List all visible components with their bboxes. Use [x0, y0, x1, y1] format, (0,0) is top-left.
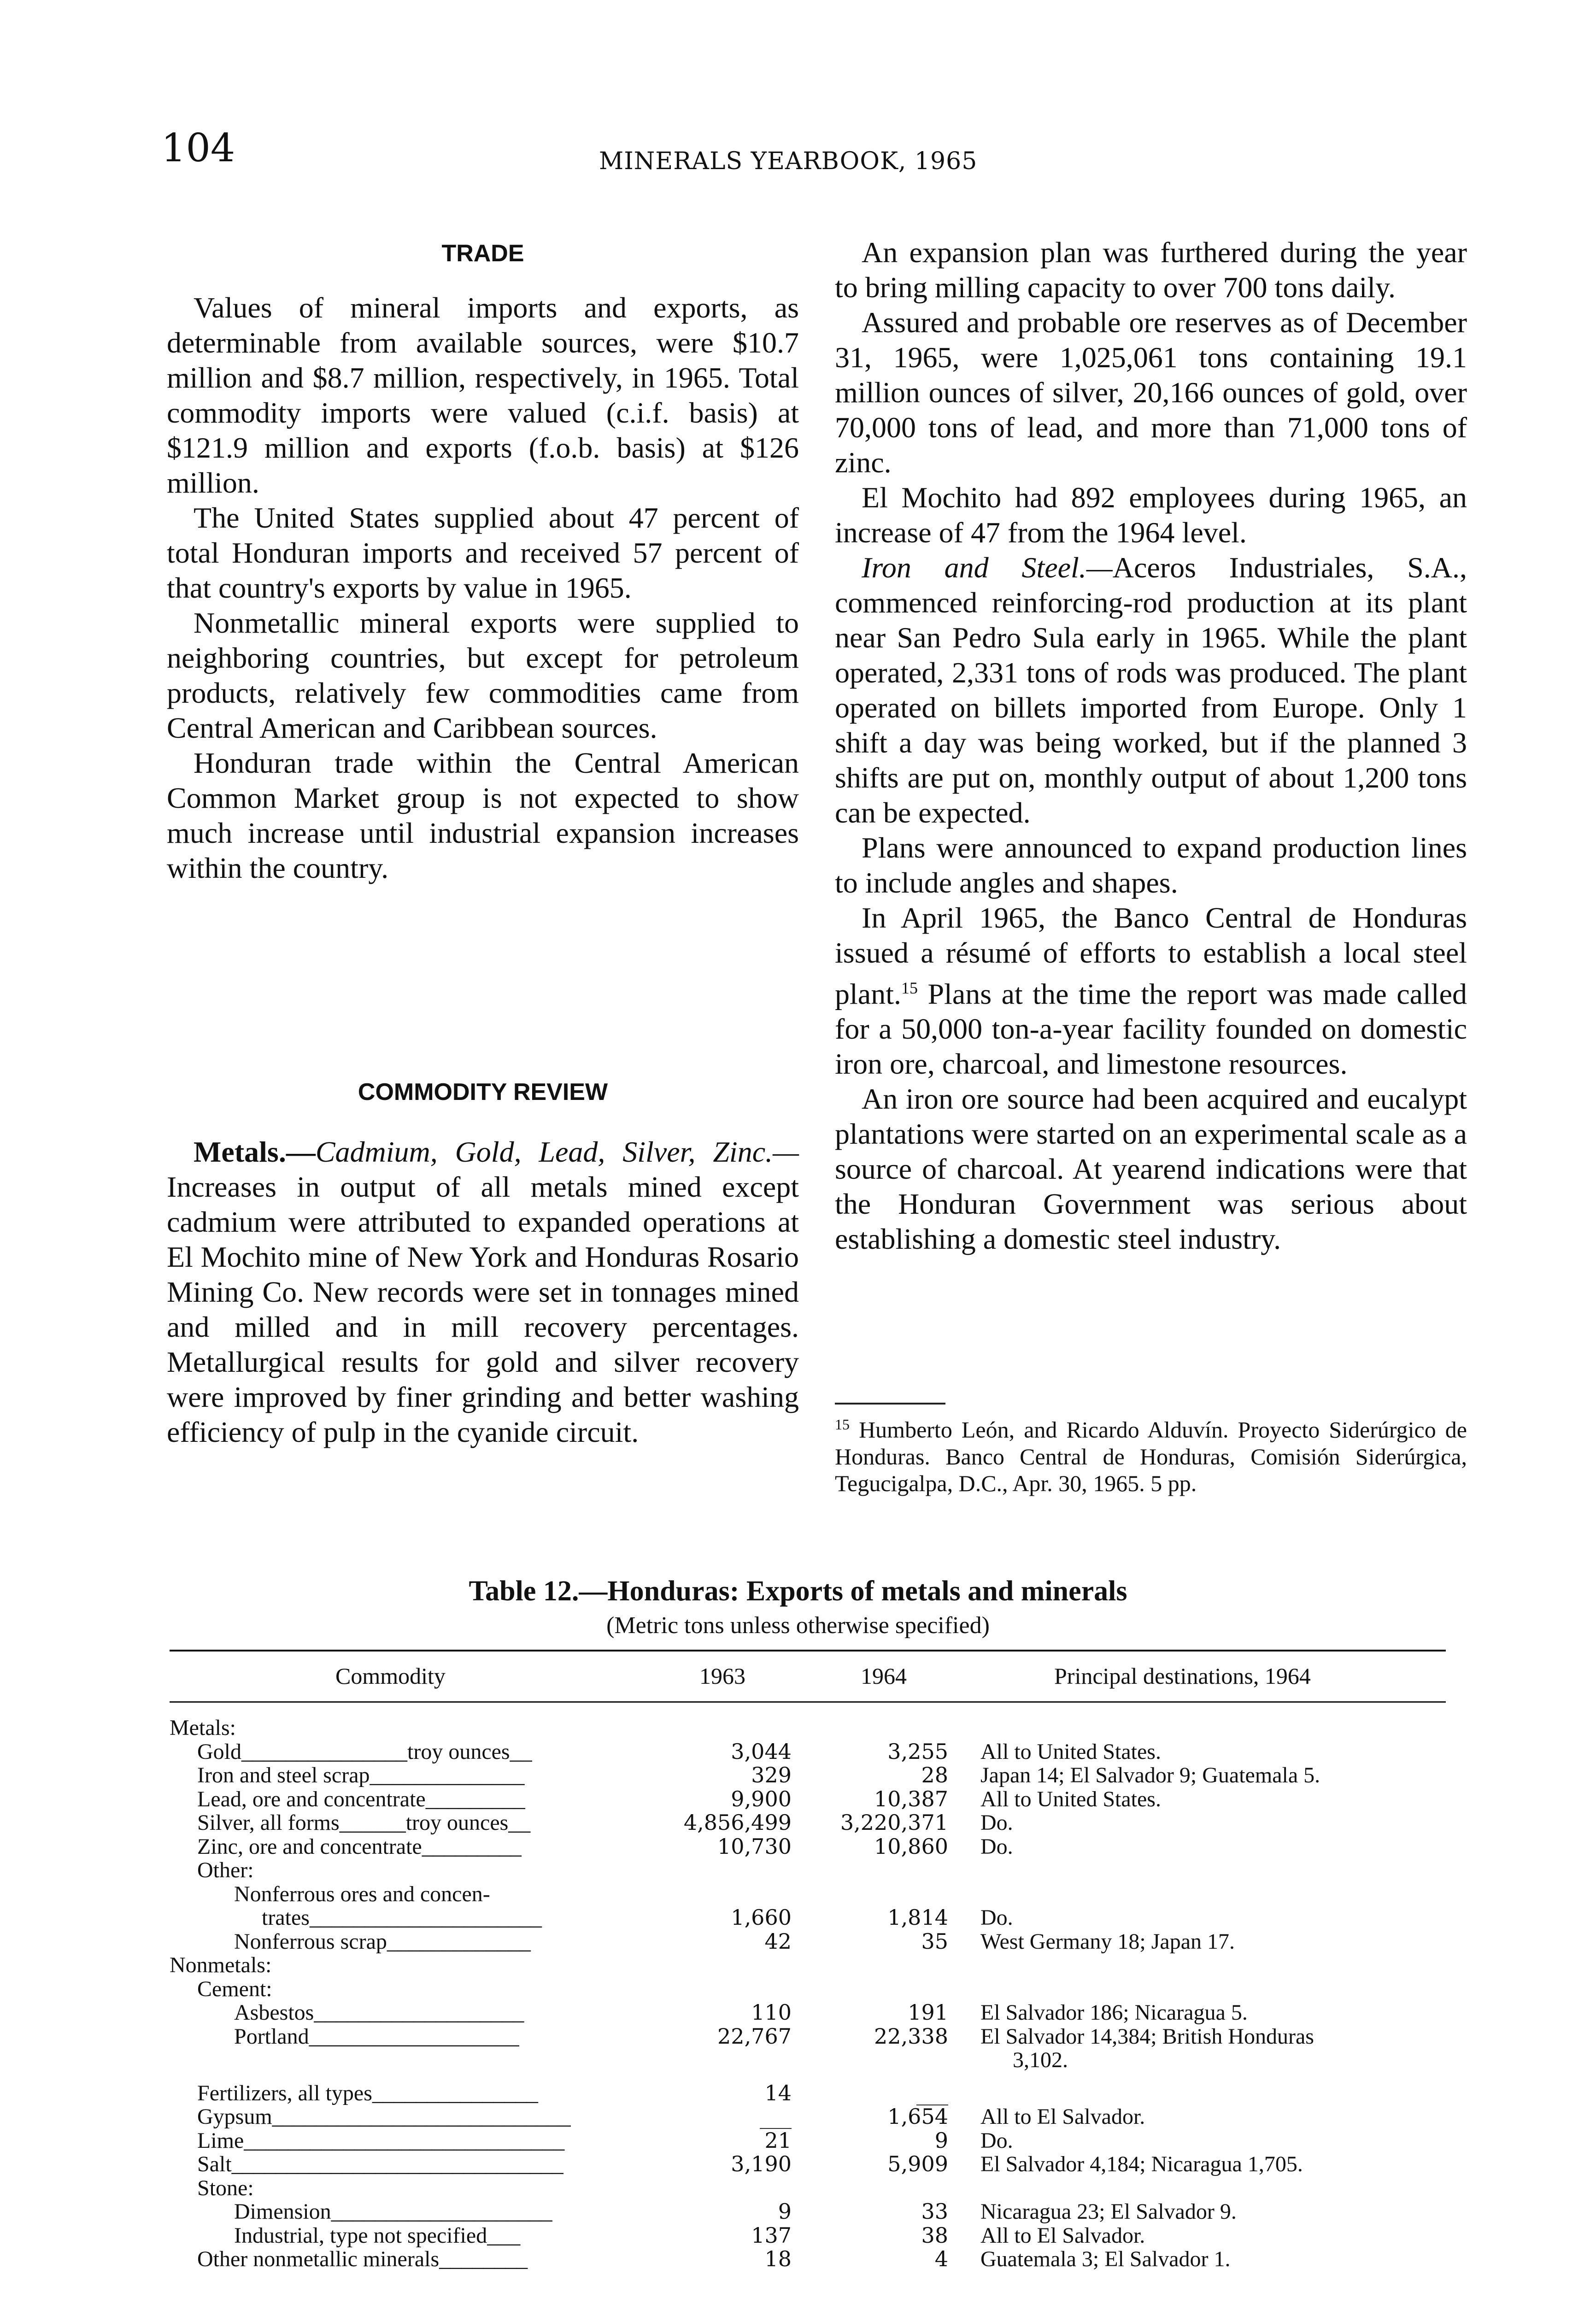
- destination-cell: Nicaragua 23; El Salvador 9.: [980, 2199, 1237, 2224]
- value-1964-cell: 33: [921, 2199, 948, 2224]
- commodity-cell: Industrial, type not specified___: [234, 2223, 521, 2248]
- commodity-cell: Lime_____________________________: [197, 2128, 565, 2153]
- right-column-text: [835, 235, 1467, 1257]
- value-1963-cell: 22,767: [717, 2023, 792, 2049]
- value-1963-cell: 3,190: [731, 2151, 792, 2176]
- value-1963-cell: 14: [764, 2080, 792, 2105]
- value-1964-cell: 1,814: [887, 1905, 948, 1930]
- paragraph: Plans were announced to expand production lines to include angles and shapes.: [835, 831, 1467, 899]
- value-1964-cell: 22,338: [874, 2023, 948, 2049]
- value-1963-cell: 10,730: [717, 1834, 792, 1859]
- page-number: 104: [161, 125, 235, 170]
- table-row: [170, 2246, 1446, 2270]
- value-1963-cell: ___: [760, 2104, 792, 2129]
- footnote-ref: 15: [901, 979, 918, 997]
- value-1963-cell: 4,856,499: [683, 1810, 792, 1835]
- commodity-cell: trates_____________________: [262, 1905, 542, 1930]
- value-1964-cell: 1,654: [887, 2104, 948, 2129]
- value-1964-cell: 3,220,371: [840, 1810, 948, 1835]
- destination-cell: Do.: [980, 2128, 1013, 2153]
- iron-steel-lead: Iron and Steel.—: [862, 551, 1113, 584]
- table-row: [170, 2024, 1446, 2048]
- paragraph: Nonmetallic mineral exports were supplied to neighboring countries, but except for petroleum products, relatively few commodities came from Central American and Caribbean sources.: [167, 606, 799, 744]
- footnote: [835, 1411, 1467, 1497]
- commodity-cell: Nonferrous scrap_____________: [234, 1929, 531, 1954]
- table-row: [170, 1929, 1446, 1953]
- table-row: [170, 1787, 1446, 1810]
- table-row: [170, 1905, 1446, 1929]
- commodity-cell: Nonferrous ores and concen-: [234, 1881, 490, 1906]
- destination-cell: All to United States.: [980, 1787, 1161, 1811]
- table-subtitle: (Metric tons unless otherwise specified): [606, 1612, 990, 1639]
- table-row: [170, 2128, 1446, 2152]
- commodity-cell: Lead, ore and concentrate_________: [197, 1787, 525, 1811]
- value-1963-cell: 9: [778, 2199, 792, 2224]
- table-row: [170, 1763, 1446, 1787]
- table-row: [170, 2104, 1446, 2128]
- commodity-cell: Gold_______________troy ounces__: [197, 1739, 532, 1764]
- table-row: [170, 1715, 1446, 1739]
- value-1963-cell: 1,660: [731, 1905, 792, 1930]
- commodity-cell: Zinc, ore and concentrate_________: [197, 1834, 522, 1859]
- destination-cell: All to El Salvador.: [980, 2223, 1145, 2248]
- value-1964-cell: 3,255: [887, 1739, 948, 1764]
- table-row: [170, 2151, 1446, 2175]
- destination-cell: El Salvador 4,184; Nicaragua 1,705.: [980, 2152, 1303, 2176]
- metals-lead: Metals.—: [194, 1135, 316, 1168]
- paragraph: An expansion plan was furthered during the year to bring milling capacity to over 700 tons daily.: [835, 236, 1467, 304]
- table-row: [170, 1810, 1446, 1834]
- value-1964-cell: 28: [921, 1763, 948, 1787]
- commodity-cell: Nonmetals:: [170, 1953, 272, 1977]
- table-row: [170, 1976, 1446, 2000]
- paragraph: El Mochito had 892 employees during 1965, an increase of 47 from the 1964 level.: [835, 481, 1467, 549]
- table-row: [170, 1881, 1446, 1905]
- header-1964: 1964: [861, 1663, 907, 1689]
- table-row: [170, 1834, 1446, 1858]
- value-1964-cell: 38: [921, 2222, 948, 2248]
- trade-heading: TRADE: [441, 240, 524, 267]
- value-1964-cell: 5,909: [887, 2151, 948, 2176]
- destination-cell: All to El Salvador.: [980, 2104, 1145, 2129]
- metals-body: Increases in output of all metals mined except cadmium were attributed to expanded operations at El Mochito mine of New York and Honduras Rosario Mining Co. New records were set in tonnages mined and milled and in mill recovery percentages. Metallurgical results for gold and silver recovery were improved by finer grinding and better washing efficiency of pulp in the cyanide circuit.: [167, 1170, 799, 1448]
- value-1963-cell: 21: [764, 2128, 792, 2153]
- destination-cell: Do.: [980, 1810, 1013, 1835]
- destination-cell: 3,102.: [1013, 2048, 1068, 2072]
- value-1964-cell: 10,860: [874, 1834, 948, 1859]
- value-1963-cell: 329: [751, 1763, 792, 1787]
- commodity-cell: Gypsum___________________________: [197, 2104, 571, 2129]
- table-row: [170, 2199, 1446, 2223]
- commodity-cell: Metals:: [170, 1716, 236, 1740]
- running-header: MINERALS YEARBOOK, 1965: [599, 147, 978, 175]
- destination-cell: Japan 14; El Salvador 9; Guatemala 5.: [980, 1763, 1320, 1787]
- value-1963-cell: 9,900: [731, 1786, 792, 1811]
- text-span: In April 1965, the Banco Central de Honduras issued a résumé of efforts to establish a local steel plant.: [835, 901, 1467, 1011]
- header-1963: 1963: [699, 1663, 745, 1689]
- paragraph: [835, 550, 1467, 830]
- trade-text: [167, 290, 799, 886]
- table-row: [170, 2000, 1446, 2024]
- destination-cell: Do.: [980, 1905, 1013, 1930]
- iron-steel-body: Aceros Industriales, S.A., commenced reinforcing-rod production at its plant near San Pedro Sula early in 1965. While the plant operated, 2,331 tons of rods was produced. The plant operated on billets imported from Europe. Only 1 shift a day was being worked, but if the planned 3 shifts are put on, monthly output of about 1,200 tons can be expected.: [835, 551, 1467, 829]
- text-span: Plans at the time the report was made called for a 50,000 ton-a-year facility founded on domestic iron ore, charcoal, and limestone resources.: [835, 977, 1467, 1081]
- paragraph: The United States supplied about 47 percent of total Honduran imports and received 57 percent of that country's exports by value in 1965.: [167, 501, 799, 604]
- value-1963-cell: 110: [751, 2000, 792, 2025]
- paragraph: [835, 900, 1467, 1081]
- destination-cell: Do.: [980, 1834, 1013, 1859]
- table-row: [170, 1857, 1446, 1881]
- value-1963-cell: 18: [764, 2246, 792, 2271]
- commodity-cell: Cement:: [197, 1976, 272, 2001]
- value-1964-cell: 191: [908, 2000, 948, 2025]
- commodity-cell: Fertilizers, all types_______________: [197, 2081, 538, 2105]
- table-title: Table 12.—Honduras: Exports of metals and minerals: [469, 1575, 1127, 1607]
- table-row: [170, 2223, 1446, 2247]
- value-1963-cell: 42: [764, 1928, 792, 1954]
- paragraph: Values of mineral imports and exports, as determinable from available sources, were $10.7 million and $8.7 million, respectively, in 1965. Total commodity imports were valued (c.i.f. basis) at $121.9 million and exports (f.o.b. basis) at $126 million.: [167, 291, 799, 499]
- paragraph: Honduran trade within the Central American Common Market group is not expected to show much increase until industrial expansion increases within the country.: [167, 746, 799, 884]
- commodity-review-heading: COMMODITY REVIEW: [358, 1079, 608, 1105]
- table-row: [170, 2047, 1446, 2071]
- commodity-cell: Stone:: [197, 2175, 254, 2200]
- destination-cell: West Germany 18; Japan 17.: [980, 1929, 1235, 1954]
- header-rule: [170, 1701, 1446, 1703]
- value-1963-cell: 137: [751, 2222, 792, 2248]
- destination-cell: El Salvador 186; Nicaragua 5.: [980, 2000, 1248, 2025]
- commodity-cell: Iron and steel scrap______________: [197, 1763, 525, 1787]
- table-row: [170, 2081, 1446, 2104]
- commodity-cell: Other nonmetallic minerals________: [197, 2247, 528, 2271]
- value-1963-cell: 3,044: [731, 1739, 792, 1764]
- table-row: [170, 2175, 1446, 2199]
- table-row: [170, 1739, 1446, 1763]
- destination-cell: Guatemala 3; El Salvador 1.: [980, 2247, 1231, 2271]
- footnote-rule: [835, 1403, 945, 1405]
- metals-text: [167, 1134, 799, 1450]
- paragraph: Assured and probable ore reserves as of December 31, 1965, were 1,025,061 tons containing 19.1 million ounces of silver, 20,166 ounces of gold, over 70,000 tons of lead, and more than 71,000 tons of zinc.: [835, 306, 1467, 479]
- value-1964-cell: 35: [921, 1928, 948, 1954]
- commodity-cell: Salt______________________________: [197, 2152, 563, 2176]
- value-1964-cell: 10,387: [874, 1786, 948, 1811]
- header-destinations: Principal destinations, 1964: [1054, 1663, 1311, 1689]
- commodity-cell: Dimension____________________: [234, 2199, 552, 2224]
- table-top-rule: [170, 1650, 1446, 1652]
- value-1964-cell: ___: [916, 2080, 948, 2105]
- paragraph: [167, 1134, 799, 1450]
- value-1964-cell: 9: [934, 2128, 948, 2153]
- commodity-cell: Silver, all forms______troy ounces__: [197, 1810, 531, 1835]
- commodity-cell: Other:: [197, 1858, 254, 1882]
- paragraph: An iron ore source had been acquired and eucalypt plantations were started on an experimental scale as a source of charcoal. At yearend indications were that the Honduran Government was serious about establishing a domestic steel industry.: [835, 1082, 1467, 1256]
- footnote-number: 15: [835, 1416, 850, 1433]
- value-1964-cell: 4: [934, 2246, 948, 2271]
- destination-cell: All to United States.: [980, 1739, 1161, 1764]
- destination-cell: El Salvador 14,384; British Honduras: [980, 2024, 1314, 2049]
- table-row: [170, 1952, 1446, 1976]
- commodity-cell: Portland___________________: [234, 2024, 519, 2049]
- footnote-text: Humberto León, and Ricardo Alduvín. Proyecto Siderúrgico de Honduras. Banco Central de Honduras, Comisión Siderúrgica, Tegucigalpa, D.C., Apr. 30, 1965. 5 pp.: [835, 1416, 1467, 1496]
- commodity-cell: Asbestos___________________: [234, 2000, 524, 2025]
- header-commodity: Commodity: [335, 1663, 446, 1689]
- metals-subjects: Cadmium, Gold, Lead, Silver, Zinc.—: [315, 1135, 799, 1168]
